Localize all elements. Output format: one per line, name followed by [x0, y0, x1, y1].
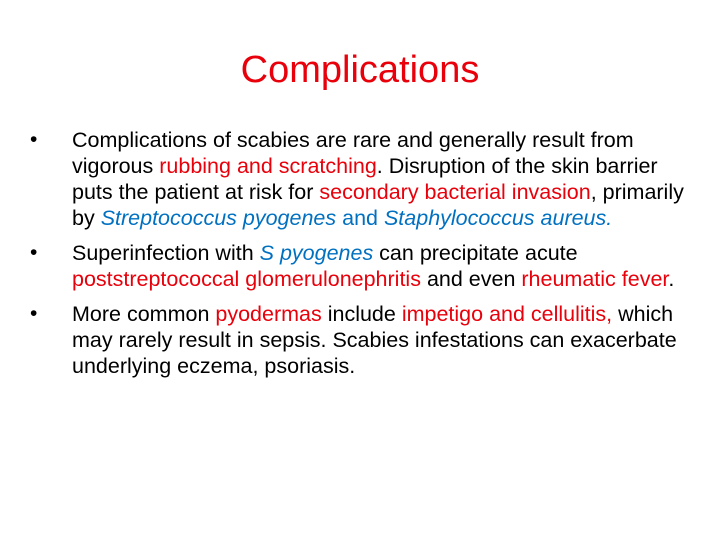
- text-segment: can precipitate acute: [373, 241, 578, 265]
- text-segment: which may rarely result in sepsis. Scabies infestations can exacerbate underlying eczema, psoriasis.: [72, 302, 677, 378]
- organism-s-pyogenes: S pyogenes: [259, 241, 374, 265]
- highlight-rheumatic-fever: rheumatic fever: [521, 267, 669, 291]
- text-segment: Superinfection with: [72, 241, 260, 265]
- organism-streptococcus-pyogenes: Streptococcus pyogenes: [100, 206, 337, 230]
- slide-title: Complications: [240, 49, 480, 91]
- bullet-item-superinfection: [30, 240, 700, 292]
- bullet-dot-icon: •: [30, 302, 38, 325]
- bullet-item-pyodermas: [30, 301, 700, 379]
- highlight-pyodermas: pyodermas: [215, 302, 322, 326]
- bullet-list: [30, 127, 700, 379]
- text-segment: Complications of scabies are rare and generally result from vigorous: [72, 128, 634, 178]
- organism-staphylococcus-aureus: Staphylococcus aureus.: [383, 206, 613, 230]
- text-segment-and: and: [336, 206, 384, 230]
- text-segment: , primarily by: [72, 180, 684, 230]
- highlight-poststreptococcal-glomerulonephritis: poststreptococcal glomerulonephritis: [72, 267, 421, 291]
- highlight-rubbing-scratching: rubbing and scratching: [159, 154, 377, 178]
- text-segment: include: [321, 302, 402, 326]
- text-segment: and even: [420, 267, 522, 291]
- highlight-secondary-bacterial-invasion: secondary bacterial invasion: [319, 180, 591, 204]
- bullet-dot-icon: •: [30, 241, 38, 264]
- text-segment: .: [668, 267, 675, 291]
- slide-content: [30, 127, 700, 388]
- bullet-dot-icon: •: [30, 128, 38, 151]
- highlight-impetigo-cellulitis: impetigo and cellulitis,: [401, 302, 613, 326]
- text-segment: . Disruption of the skin barrier puts the patient at risk for: [72, 154, 658, 204]
- bullet-item-complications-overview: [30, 127, 700, 231]
- text-segment: More common: [72, 302, 216, 326]
